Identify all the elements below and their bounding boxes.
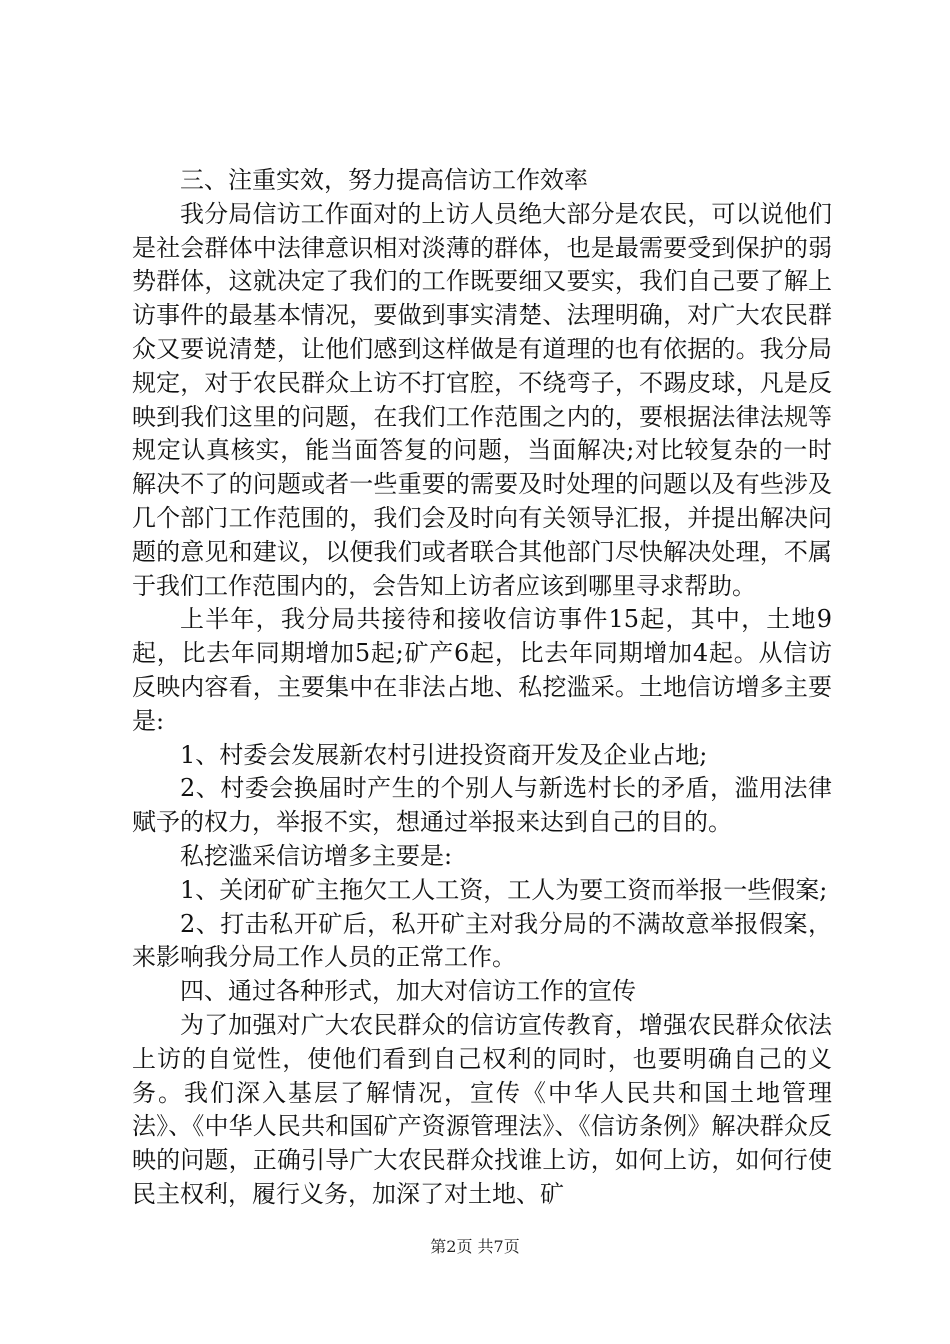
page-footer <box>0 1236 950 1258</box>
list-item: 1、关闭矿矿主拖欠工人工资，工人为要工资而举报一些假案; <box>180 875 828 904</box>
list-item: 2、村委会换届时产生的个别人与新选村长的矛盾，滥用法律赋予的权力，举报不实，想通过举报来达到自己的目的。 <box>132 774 832 837</box>
list-item: 1、村委会发展新农村引进投资商开发及企业占地; <box>180 740 708 769</box>
list-item: 2、打击私开矿后，私开矿主对我分局的不满故意举报假案，来影响我分局工作人员的正常工作。 <box>132 909 832 972</box>
paragraph: 我分局信访工作面对的上访人员绝大部分是农民，可以说他们是社会群体中法律意识相对淡薄的群体，也是最需要受到保护的弱势群体，这就决定了我们的工作既要细又要实，我们自己要了解上访事件的最基本情况，要做到事实清楚、法理明确，对广大农民群众又要说清楚，让他们感到这样做是有道理的也有依据的。我分局规定，对于农民群众上访不打官腔，不绕弯子，不踢皮球，凡是反映到我们这里的问题，在我们工作范围之内的，要根据法律法规等规定认真核实，能当面答复的问题，当面解决;对比较复杂的一时解决不了的问题或者一些重要的需要及时处理的问题以及有些涉及几个部门工作范围的，我们会及时向有关领导汇报，并提出解决问题的意见和建议，以便我们或者联合其他部门尽快解决处理，不属于我们工作范围内的，会告知上访者应该到哪里寻求帮助。 <box>132 199 832 600</box>
paragraph: 为了加强对广大农民群众的信访宣传教育，增强农民群众依法上访的自觉性，使他们看到自己权利的同时，也要明确自己的义务。我们深入基层了解情况，宣传《中华人民共和国土地管理法》、《中华人民共和国矿产资源管理法》、《信访条例》解决群众反映的问题，正确引导广大农民群众找谁上访，如何上访，如何行使民主权利，履行义务，加深了对土地、矿 <box>132 1010 832 1208</box>
document-body <box>132 164 832 1212</box>
section-heading-4: 四、通过各种形式，加大对信访工作的宣传 <box>180 977 636 1006</box>
paragraph: 上半年，我分局共接待和接收信访事件15起，其中，土地9起，比去年同期增加5起;矿产6起，比去年同期增加4起。从信访反映内容看，主要集中在非法占地、私挖滥采。土地信访增多主要是: <box>132 605 832 735</box>
page-number-indicator: 第2页 共7页 <box>430 1237 520 1256</box>
section-heading-3: 三、注重实效，努力提高信访工作效率 <box>180 166 588 194</box>
paragraph: 私挖滥采信访增多主要是: <box>180 841 453 870</box>
